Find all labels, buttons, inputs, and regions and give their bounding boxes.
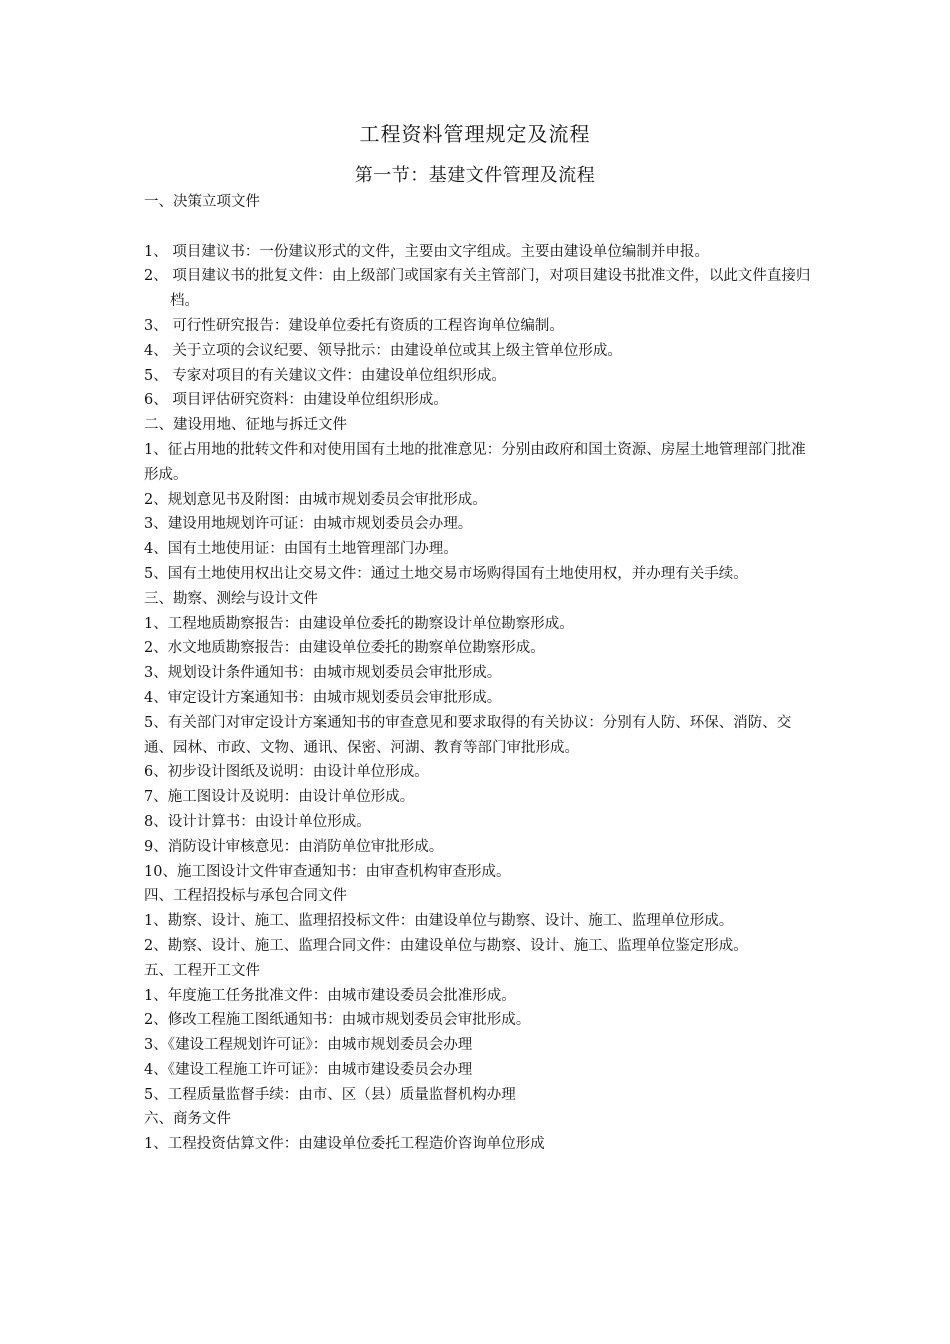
- list-item: 10、施工图设计文件审查通知书：由审查机构审查形成。: [144, 863, 511, 880]
- list-item: 2、勘察、设计、施工、监理合同文件：由建设单位与勘察、设计、施工、监理单位鉴定形成。: [144, 937, 748, 954]
- section-heading-4: 四、工程招投标与承包合同文件: [144, 888, 347, 905]
- list-item: 4、国有土地使用证：由国有土地管理部门办理。: [144, 541, 458, 558]
- list-item: 1、年度施工任务批准文件：由城市建设委员会批准形成。: [144, 987, 516, 1004]
- list-item: 3、规划设计条件通知书：由城市规划委员会审批形成。: [144, 665, 502, 682]
- section-heading-3: 三、勘察、测绘与设计文件: [144, 590, 318, 607]
- section-heading-1: 一、决策立项文件: [144, 194, 260, 210]
- list-item: 5、国有土地使用权出让交易文件：通过土地交易市场购得国有土地使用权，并办理有关手续。: [144, 565, 748, 582]
- list-item: 6、 项目评估研究资料：由建设单位组织形成。: [144, 392, 448, 409]
- list-item: 7、施工图设计及说明：由设计单位形成。: [144, 789, 415, 806]
- list-item: 5、工程质量监督手续：由市、区（县）质量监督机构办理: [144, 1086, 516, 1103]
- list-item: 6、初步设计图纸及说明：由设计单位形成。: [144, 764, 429, 781]
- list-item: 2、修改工程施工图纸通知书：由城市规划委员会审批形成。: [144, 1012, 531, 1029]
- section-heading-5: 五、工程开工文件: [144, 962, 260, 979]
- list-item: 3、《建设工程规划许可证》：由城市规划委员会办理: [144, 1037, 473, 1054]
- list-item: 3、建设用地规划许可证：由城市规划委员会办理。: [144, 516, 473, 533]
- list-item: 3、 可行性研究报告：建设单位委托有资质的工程咨询单位编制。: [144, 317, 564, 334]
- blank-line: [144, 215, 812, 240]
- list-item: 5、 专家对项目的有关建议文件：由建设单位组织形成。: [144, 367, 506, 384]
- list-item: 1、勘察、设计、施工、监理招投标文件：由建设单位与勘察、设计、施工、监理单位形成。: [144, 913, 734, 930]
- list-item: 4、审定设计方案通知书：由城市规划委员会审批形成。: [144, 689, 502, 706]
- list-item: 8、设计计算书：由设计单位形成。: [144, 813, 371, 830]
- document-body: [144, 190, 812, 1157]
- list-item: 1、征占用地的批转文件和对使用国有土地的批准意见：分别由政府和国土资源、房屋土地管理部门批准形成。: [144, 441, 806, 483]
- list-item: 9、消防设计审核意见：由消防单位审批形成。: [144, 838, 444, 855]
- list-item: 5、有关部门对审定设计方案通知书的审查意见和要求取得的有关协议：分别有人防、环保、消防、交通、园林、市政、文物、通讯、保密、河湖、教育等部门审批形成。: [144, 714, 792, 756]
- list-item: 4、 关于立项的会议纪要、领导批示：由建设单位或其上级主管单位形成。: [144, 342, 622, 359]
- list-item: 1、工程地质勘察报告：由建设单位委托的勘察设计单位勘察形成。: [144, 615, 574, 632]
- section-heading-2: 二、建设用地、征地与拆迁文件: [144, 417, 347, 434]
- list-item: 2、水文地质勘察报告：由建设单位委托的勘察单位勘察形成。: [144, 640, 545, 657]
- section-heading-6: 六、商务文件: [144, 1111, 231, 1128]
- list-item: 2、 项目建议书的批复文件：由上级部门或国家有关主管部门，对项目建设书批准文件，以此文件直接归档。: [144, 268, 811, 310]
- page-title: 工程资料管理规定及流程: [359, 122, 591, 146]
- section-subtitle: 第一节：基建文件管理及流程: [354, 165, 596, 186]
- list-item: 1、 项目建议书：一份建议形式的文件，主要由文字组成。主要由建设单位编制并申报。: [144, 243, 709, 260]
- list-item: 2、规划意见书及附图：由城市规划委员会审批形成。: [144, 491, 487, 508]
- list-item: 4、《建设工程施工许可证》：由城市建设委员会办理: [144, 1061, 473, 1078]
- list-item: 1、工程投资估算文件：由建设单位委托工程造价咨询单位形成: [144, 1136, 545, 1153]
